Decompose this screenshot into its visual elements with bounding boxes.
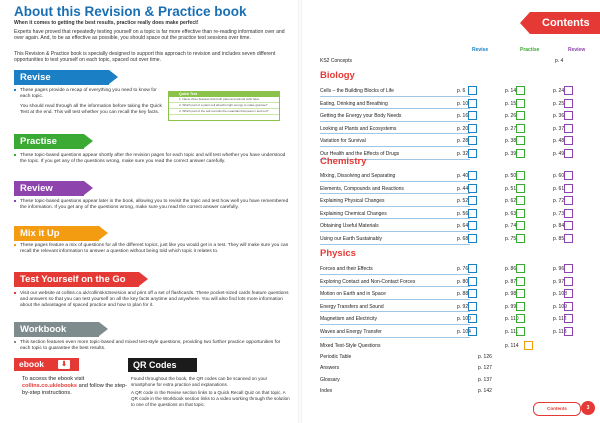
ebook-section [14,358,128,396]
page-ref-practise: p. 110 [505,316,519,323]
page-ref-revise: p. 92 [457,303,469,310]
checkbox-review[interactable] [564,171,573,180]
toc-row-title: Getting the Energy your Body Needs [320,113,402,120]
subject-heading-1: Chemistry [320,156,367,167]
page-ref-revise: p. 20 [457,125,469,132]
page-ref-review: p. 96 [553,266,565,272]
checkbox-revise[interactable] [468,99,477,108]
section-banner-2: Review [14,181,84,196]
section-text-4: Visit our website at collins.co.uk/collinsks3revision and print off a set of flashcards. These pocket-sized cards feature questions and answers so that you can test yourself on all the key facts anytime and anywhere. You will also find lots more information about the advantages of spaced practice and how to plan for it. [20,291,289,309]
page-ref-practise: p. 111 [505,329,519,335]
checkbox-review[interactable] [564,277,573,286]
toc-row-title: Motion on Earth and in Space [320,291,386,298]
checkbox-revise[interactable] [468,221,477,230]
column-header-revise: Revise [472,47,489,53]
toc-row-title: Cells – the Building Blocks of Life [320,88,394,94]
checkbox-revise[interactable] [468,149,477,158]
footer-contents-pill[interactable]: Contents [533,402,581,416]
page-ref-practise: p. 87 [505,278,517,285]
checkbox-review[interactable] [564,221,573,230]
toc-row-title: Mixing, Dissolving and Separating [320,173,396,179]
checkbox-revise[interactable] [468,327,477,336]
checkbox-review[interactable] [564,149,573,158]
toc-row-tail [320,386,600,396]
checkbox-review[interactable] [564,136,573,145]
page-ref-revise: p. 52 [457,198,469,205]
page-ref-review: p. 61 [553,185,565,192]
toc-row-title: Answers [320,365,340,372]
checkbox-review[interactable] [564,124,573,133]
page-ref-practise: p. 98 [505,291,517,298]
page-ref-review: p. 113 [553,329,567,335]
page-ref-revise: p. 44 [457,185,469,192]
checkbox-practise[interactable] [516,277,525,286]
page-number: 3 [581,401,595,415]
section-text-5: This section features even more topic-based and mixed test-style questions, providing two further practice opportunities for each topic to guarantee the best results. [20,340,281,352]
checkbox-review[interactable] [564,327,573,336]
section-banner-4: Test Yourself on the Go [14,272,139,287]
toc-row-title: Energy Transfers and Sound [320,303,384,310]
checkbox-revise[interactable] [468,111,477,120]
page-ref-revise: p. 40 [457,173,469,179]
page-ref-review: p. 112 [553,316,567,323]
section-text-3: These pages feature a mix of questions for all the different topics, just like you would get in a test. They will make sure you can recall the relevant information to answer a question without being told which topic it relates to. [20,243,289,255]
checkbox-practise[interactable] [516,171,525,180]
toc-row-title: Glossary [320,376,340,383]
section-bullet-5 [14,341,16,343]
checkbox-review[interactable] [564,111,573,120]
column-header-practise: Practise [520,47,540,53]
section-bullet-3 [14,244,16,246]
toc-row-title: Explaining Physical Changes [320,198,385,205]
toc-row [320,221,600,231]
intro-text: When it comes to getting the best results, practice really does make perfect! [14,20,199,26]
section-bullet-4 [14,292,16,294]
page-ref-tail: p. 142 [478,388,492,395]
toc-row [320,124,600,134]
section-text-2: These topic-based questions appear later in the book, allowing you to revisit the topic and test how well you have remembered the information. If you get any of the questions wrong, make sure you read the correct answer carefully. [20,199,289,211]
page-ref-practise: p. 26 [505,113,517,120]
page-ref-review: p. 60 [553,173,565,179]
checkbox-revise[interactable] [468,171,477,180]
checkbox-practise[interactable] [516,302,525,311]
toc-row-title: Obtaining Useful Materials [320,223,379,230]
toc-row-title: Looking at Plants and Ecosystems [320,125,397,132]
section-banner-0: Revise [14,70,109,85]
toc-row [320,327,600,337]
page-ref-mixed: p. 114 [505,343,519,349]
page-ref-practise: p. 39 [505,151,517,157]
section-text-1: These topic-based questions appear shortly after the revision pages for each topic and will test whether you have understood the topic. If you get any of the questions wrong, make sure you read the correct answer carefully. [20,153,286,165]
toc-row-tail [320,375,600,385]
section-bullet-2 [14,200,16,202]
page-ref-review: p. 36 [553,113,565,120]
page-ref-tail: p. 126 [478,354,492,360]
checkbox-revise[interactable] [468,184,477,193]
toc-row-tail [320,363,600,373]
quick-test-line-1: 1. Name three features that both plant and animal cells have. [169,97,279,103]
qr-section [128,358,290,407]
checkbox-revise[interactable] [468,196,477,205]
page-ref-revise: p. 68 [457,236,469,242]
page-ref-review: p. 85 [553,236,565,242]
ks2-page: p. 4 [555,58,564,64]
subject-heading-0: Biology [320,70,355,81]
page-ref-revise: p. 88 [457,291,469,298]
checkbox-practise[interactable] [516,99,525,108]
checkbox-review[interactable] [564,196,573,205]
quick-test-line-2: 2. Which part of a plant cell absorbs light energy to make glucose? [169,103,279,109]
toc-row-title: Mixed Test-Style Questions [320,343,381,349]
page-ref-revise: p. 16 [457,113,469,120]
page-ref-review: p. 49 [553,151,565,157]
page-ref-review: p. 84 [553,223,565,230]
toc-row-title: Variation for Survival [320,138,366,145]
page-ref-practise: p. 63 [505,210,517,217]
page-title: About this Revision & Practice book [14,4,247,19]
ebook-text [22,376,132,397]
section-bullet-0 [14,89,16,91]
page-ref-revise: p. 10 [457,100,469,107]
quick-test-title: Quick Test [169,92,279,97]
checkbox-practise[interactable] [516,289,525,298]
toc-row-tail [320,352,600,362]
checkbox-revise[interactable] [468,289,477,298]
right-page [300,0,600,423]
section-text-0-b: You should read through all the information before taking the Quick Test at the end. This will test whether you can recall the key facts. [20,104,162,116]
toc-row-title: Our Health and the Effects of Drugs [320,151,400,157]
toc-row [320,209,600,219]
toc-row [320,314,600,324]
page-ref-practise: p. 38 [505,138,517,145]
page-ref-practise: p. 62 [505,198,517,205]
page-ref-revise: p. 100 [457,316,471,323]
page-ref-practise: p. 27 [505,125,517,132]
toc-row [320,277,600,287]
toc-row [320,99,600,109]
checkbox-revise[interactable] [468,277,477,286]
toc-row [320,111,600,121]
qr-text-2: A QR code in the Revise section links to a Quick Recall Quiz on that topic. A QR code in the Workbook section links to a video working through the solution to one of the questions on that topic. [131,389,290,407]
page-ref-revise: p. 76 [457,266,469,272]
contents-tab: Contents [530,12,600,34]
checkbox-review[interactable] [564,264,573,273]
page-ref-review: p. 97 [553,278,565,285]
page-ref-review: p. 73 [553,210,565,217]
qr-banner: QR Codes [128,358,197,372]
section-bullet-1 [14,154,16,156]
checkbox-practise[interactable] [516,136,525,145]
paragraph-2: This Revision & Practice book is specially designed to support this approach to revision and includes seven different opportunities to test yourself on each topic, spaced out over time. [14,51,276,64]
checkbox-revise[interactable] [468,86,477,95]
page-ref-practise: p. 50 [505,173,517,179]
checkbox-practise[interactable] [516,314,525,323]
checkbox-practise[interactable] [516,209,525,218]
page-ref-tail: p. 127 [478,365,492,372]
checkbox-review[interactable] [564,184,573,193]
toc-row-title: Periodic Table [320,354,352,360]
page-ref-practise: p. 74 [505,223,517,230]
checkbox-practise[interactable] [516,184,525,193]
toc-row-title: Exploring Contact and Non-Contact Forces [320,278,416,285]
checkbox-revise[interactable] [468,264,477,273]
toc-row [320,196,600,206]
section-text-0: These pages provide a recap of everything you need to know for each topic. [20,88,157,100]
quick-test-box [168,91,280,121]
page-ref-revise: p. 6 [457,88,466,94]
toc-row-title: Forces and their Effects [320,266,373,272]
page-ref-revise: p. 80 [457,278,469,285]
checkbox-revise[interactable] [468,302,477,311]
page-ref-revise: p. 32 [457,151,469,157]
checkbox-practise[interactable] [516,86,525,95]
toc-row-title: Explaining Chemical Changes [320,210,387,217]
checkbox-practise[interactable] [516,221,525,230]
section-banner-5: Workbook [14,322,99,337]
toc-row [320,171,600,181]
section-banner-1: Practise [14,134,84,149]
page-ref-review: p. 48 [553,138,565,145]
page-ref-review: p. 25 [553,100,565,107]
toc-row [320,86,600,96]
page-ref-review: p. 72 [553,198,565,205]
page-ref-revise: p. 56 [457,210,469,217]
toc-row [320,302,600,312]
page-ref-practise: p. 14 [505,88,517,94]
ebook-label: ebook [19,359,45,369]
checkbox-practise[interactable] [516,327,525,336]
download-icon: ⬇ [58,360,70,369]
checkbox-practise[interactable] [516,196,525,205]
checkbox-practise[interactable] [516,124,525,133]
checkbox-revise[interactable] [468,136,477,145]
toc-row-title: Eating, Drinking and Breathing [320,100,388,107]
checkbox-review[interactable] [564,302,573,311]
quick-test-line-3: 3. Which part of the cell controls the materials that pass in and out? [169,109,279,115]
ebook-text-post: and follow the step-by-step instructions. [22,383,128,396]
checkbox-review[interactable] [564,209,573,218]
checkbox-revise[interactable] [468,124,477,133]
ebook-text-pre: To access the ebook visit [22,376,85,382]
ebook-banner [14,358,79,371]
page-ref-practise: p. 86 [505,266,517,272]
toc-row-title: Index [320,388,333,395]
subject-heading-2: Physics [320,248,356,259]
checkbox-review[interactable] [564,86,573,95]
toc-row [320,234,600,244]
checkbox-review[interactable] [564,314,573,323]
section-banner-3: Mix it Up [14,226,99,241]
checkbox-review[interactable] [564,234,573,243]
page-ref-review: p. 108 [553,291,567,298]
page-ref-review: p. 24 [553,88,565,94]
qr-text-1: Found throughout the book, the QR codes can be scanned on your smartphone for extra practice and explanations. [131,376,268,387]
page-ref-practise: p. 15 [505,100,517,107]
checkbox-revise[interactable] [468,209,477,218]
checkbox-review[interactable] [564,99,573,108]
qr-text [131,376,291,408]
toc-row [320,184,600,194]
page-ref-revise: p. 104 [457,329,471,335]
toc-row-title: Waves and Energy Transfer [320,329,382,335]
page-ref-review: p. 109 [553,303,567,310]
checkbox-mixed[interactable] [524,341,533,350]
checkbox-practise[interactable] [516,264,525,273]
toc-row-title: Elements, Compounds and Reactions [320,185,404,192]
page-ref-tail: p. 137 [478,376,492,383]
checkbox-practise[interactable] [516,111,525,120]
page-ref-review: p. 37 [553,125,565,132]
page-ref-practise: p. 99 [505,303,517,310]
paragraph-1: Experts have proved that repeatedly testing yourself on a topic is far more effective than re-reading information over and over again. And, to be as effective as possible, you should space out the practice test sessions over time. [14,29,285,42]
ks2-title: KS2 Concepts [320,58,352,64]
toc-row [320,264,600,274]
toc-row-title: Magnetism and Electricity [320,316,377,323]
column-header-review: Review [568,47,586,53]
toc-row-title: Using our Earth Sustainably [320,236,382,242]
toc-row-mixed [320,341,600,351]
checkbox-revise[interactable] [468,314,477,323]
page-ref-practise: p. 75 [505,236,517,242]
toc-row [320,289,600,299]
checkbox-review[interactable] [564,289,573,298]
ebook-link[interactable]: collins.co.uk/ebooks [22,383,78,389]
page-ref-practise: p. 51 [505,185,517,192]
page-ref-revise: p. 64 [457,223,469,230]
checkbox-practise[interactable] [516,234,525,243]
page-ref-revise: p. 28 [457,138,469,145]
checkbox-revise[interactable] [468,234,477,243]
toc-row [320,136,600,146]
checkbox-practise[interactable] [516,149,525,158]
